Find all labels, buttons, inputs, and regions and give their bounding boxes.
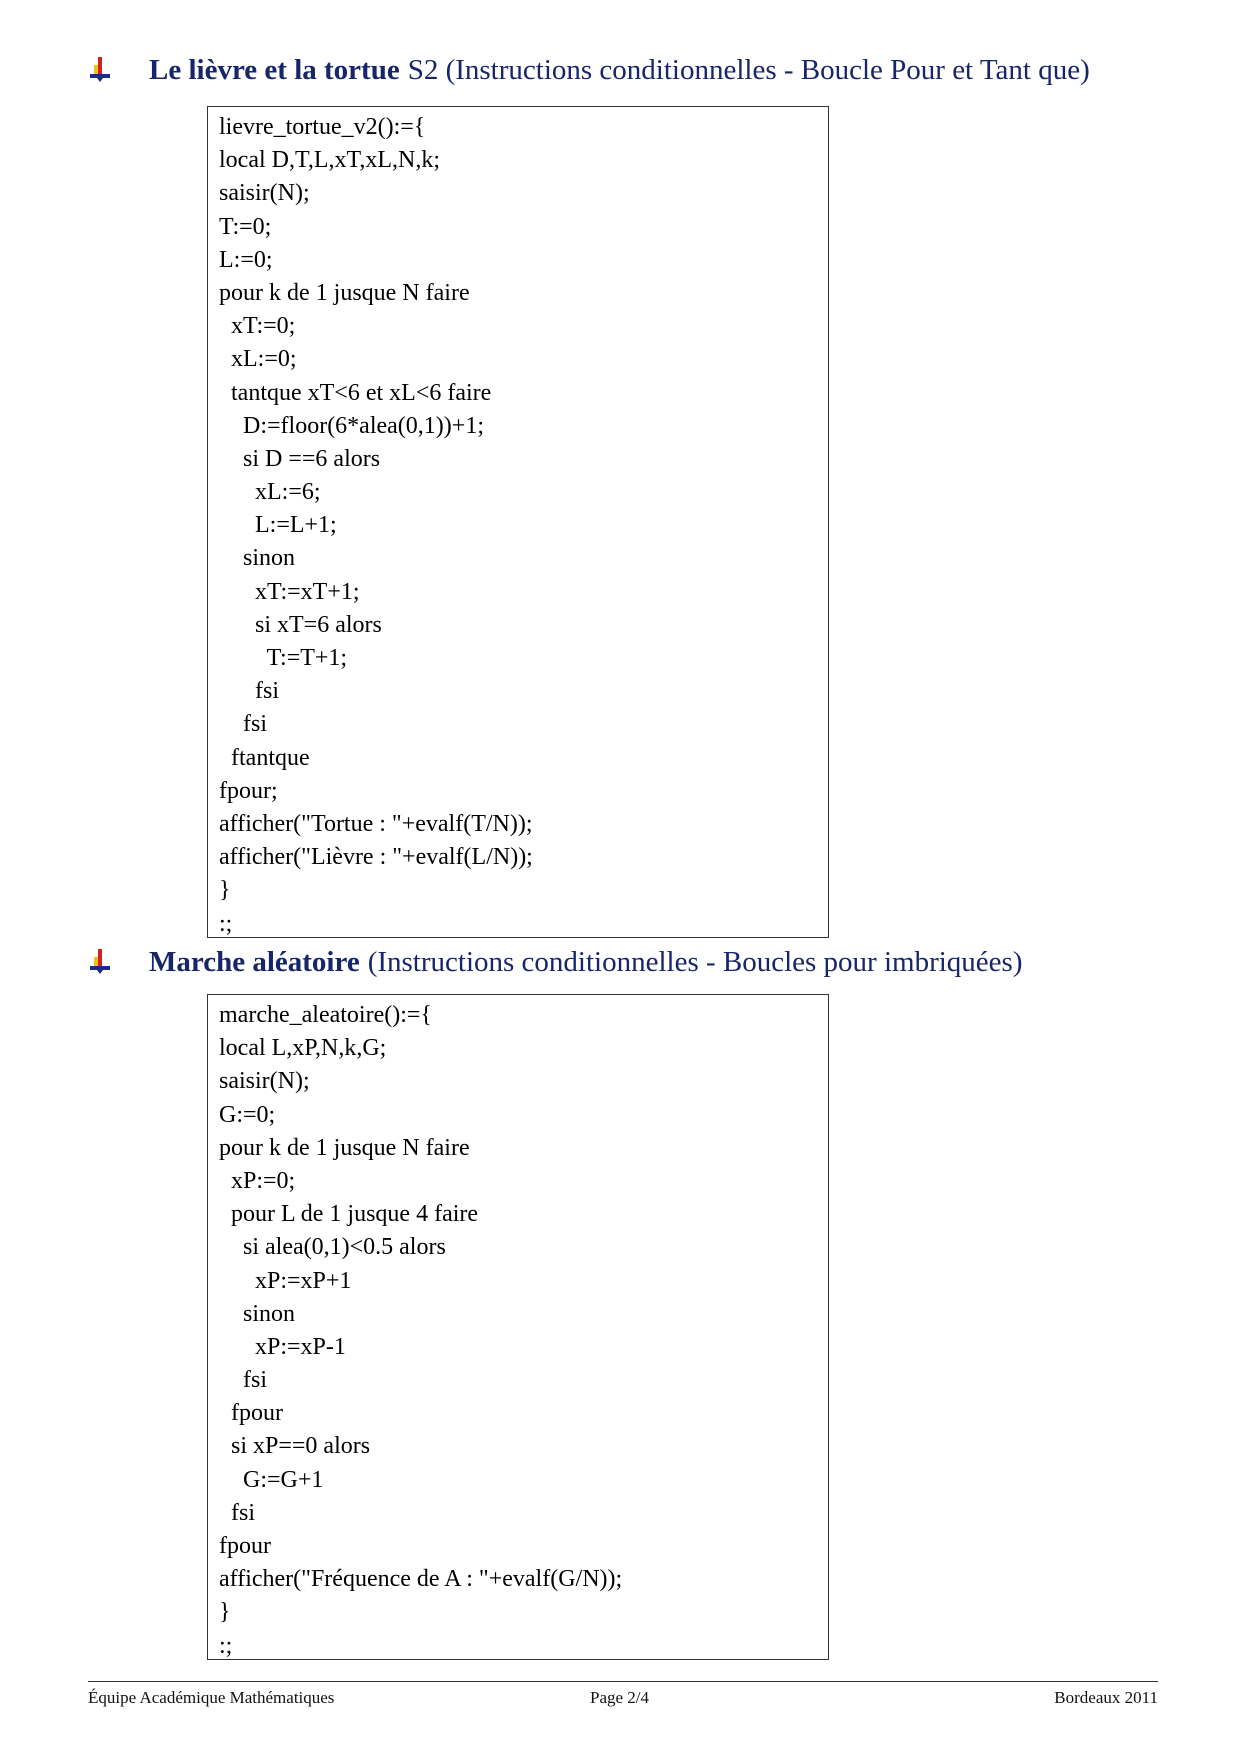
- code-line: si D ==6 alors: [219, 445, 381, 472]
- code-line: fsi: [219, 711, 267, 738]
- code-line: sinon: [219, 1300, 296, 1327]
- code-line: pour k de 1 jusque N faire: [219, 1134, 470, 1161]
- code-line: G:=G+1: [219, 1466, 324, 1493]
- code-line: tantque xT<6 et xL<6 faire: [219, 379, 492, 406]
- code-line: xL:=6;: [219, 479, 321, 506]
- code-line: xT:=0;: [219, 313, 296, 340]
- code-line: pour L de 1 jusque 4 faire: [219, 1201, 479, 1228]
- footer-left: Équipe Académique Mathématiques: [88, 1688, 335, 1707]
- code-line: afficher("Lièvre : "+evalf(L/N));: [219, 844, 533, 871]
- code-block: [207, 994, 829, 1660]
- code-line: T:=0;: [219, 213, 272, 240]
- code-line: saisir(N);: [219, 180, 310, 207]
- code-line: xT:=xT+1;: [219, 578, 360, 605]
- code-line: xP:=xP+1: [219, 1267, 352, 1294]
- code-line: }: [219, 1599, 231, 1626]
- code-line: :;: [219, 910, 233, 937]
- section-subtitle: S2 (Instructions conditionnelles - Boucle Pour et Tant que): [407, 53, 1090, 86]
- code-line: local D,T,L,xT,xL,N,k;: [219, 147, 441, 174]
- code-line: fsi: [219, 1499, 255, 1526]
- code-line: afficher("Tortue : "+evalf(T/N));: [219, 810, 533, 837]
- footer-divider: [88, 1681, 1158, 1682]
- bullet-arrow-icon: [88, 57, 112, 83]
- section-title: Le lièvre et la tortue: [149, 53, 400, 86]
- code-line: ftantque: [219, 744, 310, 771]
- code-line: si alea(0,1)<0.5 alors: [219, 1234, 446, 1261]
- code-line: si xT=6 alors: [219, 611, 382, 638]
- section-heading: [88, 942, 1022, 982]
- code-line: saisir(N);: [219, 1068, 310, 1095]
- code-line: marche_aleatoire():={: [219, 1002, 432, 1028]
- code-line: G:=0;: [219, 1101, 276, 1128]
- code-line: local L,xP,N,k,G;: [219, 1035, 387, 1062]
- code-line: si xP==0 alors: [219, 1433, 371, 1460]
- code-line: }: [219, 877, 231, 904]
- code-line: fpour: [219, 1400, 283, 1427]
- code-line: :;: [219, 1632, 233, 1659]
- code-line: L:=L+1;: [219, 512, 337, 539]
- section-heading: [88, 50, 1090, 90]
- code-line: pour k de 1 jusque N faire: [219, 279, 470, 306]
- code-line: xL:=0;: [219, 346, 297, 373]
- code-line: D:=floor(6*alea(0,1))+1;: [219, 412, 484, 439]
- code-line: afficher("Fréquence de A : "+evalf(G/N));: [219, 1566, 623, 1593]
- code-line: fsi: [219, 678, 279, 705]
- footer-right: Bordeaux 2011: [1054, 1688, 1158, 1707]
- code-line: lievre_tortue_v2():={: [219, 114, 426, 140]
- section-subtitle: (Instructions conditionnelles - Boucles pour imbriquées): [367, 945, 1023, 978]
- code-line: fpour;: [219, 777, 278, 804]
- code-line: fsi: [219, 1367, 267, 1394]
- code-line: fpour: [219, 1533, 271, 1559]
- section-title: Marche aléatoire: [149, 945, 360, 978]
- code-line: sinon: [219, 545, 296, 572]
- code-line: L:=0;: [219, 246, 273, 273]
- code-block: [207, 106, 829, 938]
- code-line: xP:=xP-1: [219, 1333, 346, 1360]
- footer-page-number: Page 2/4: [590, 1688, 650, 1707]
- code-line: T:=T+1;: [219, 645, 348, 671]
- bullet-arrow-icon: [88, 949, 112, 975]
- code-line: xP:=0;: [219, 1167, 296, 1194]
